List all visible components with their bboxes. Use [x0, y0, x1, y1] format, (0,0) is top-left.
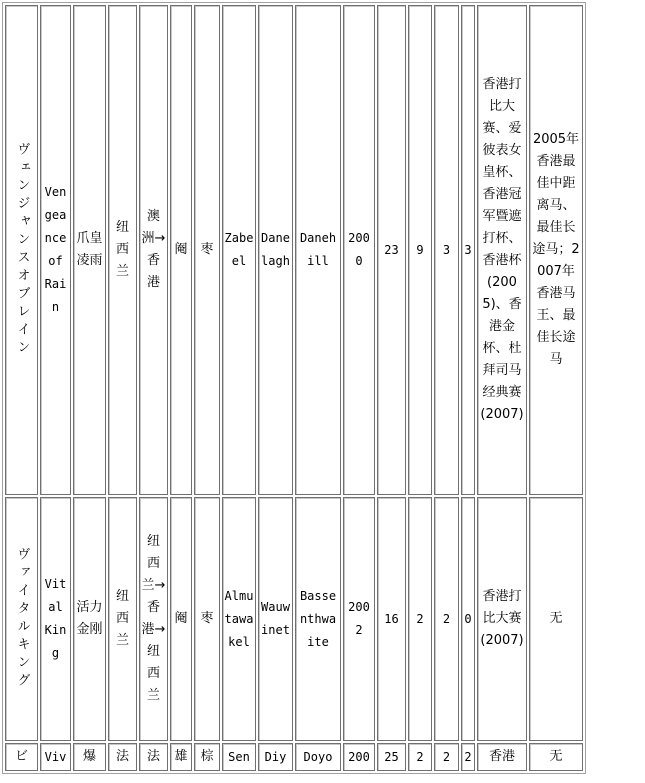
starts-cell: 25	[377, 743, 406, 771]
origin-cell: 纽西兰	[108, 5, 137, 495]
awards-cell: 无	[529, 743, 583, 771]
sex-cell: 雄	[170, 743, 192, 771]
color-cell: 枣	[194, 497, 220, 741]
dam-cell: Danelagh	[258, 5, 293, 495]
color-cell: 枣	[194, 5, 220, 495]
chinese-name-cell: 活力金刚	[73, 497, 106, 741]
seconds-cell: 2	[434, 743, 459, 771]
birth-year-cell: 200	[343, 743, 375, 771]
sire-cell: Sen	[222, 743, 256, 771]
katakana-name-cell: ビ	[5, 743, 38, 771]
wins-cell: 2	[408, 743, 432, 771]
chinese-name-cell: 爆	[73, 743, 106, 771]
color-cell: 棕	[194, 743, 220, 771]
wins-cell: 2	[408, 497, 432, 741]
chinese-name-cell: 爪皇凌雨	[73, 5, 106, 495]
katakana-name-cell: ヴァイタルキング	[5, 497, 38, 741]
damsire-cell: Danehill	[295, 5, 341, 495]
major-wins-cell: 香港	[477, 743, 527, 771]
english-name-cell: Viv	[40, 743, 71, 771]
thirds-cell: 0	[461, 497, 475, 741]
sex-cell: 阉	[170, 497, 192, 741]
career-cell: 法	[139, 743, 168, 771]
damsire-cell: Bassenthwaite	[295, 497, 341, 741]
sex-cell: 阉	[170, 5, 192, 495]
english-name-cell: Vengeance of Rain	[40, 5, 71, 495]
sire-cell: Almutawakel	[222, 497, 256, 741]
seconds-cell: 3	[434, 5, 459, 495]
starts-cell: 23	[377, 5, 406, 495]
thirds-cell: 2	[461, 743, 475, 771]
damsire-cell: Doyo	[295, 743, 341, 771]
dam-cell: Wauwinet	[258, 497, 293, 741]
major-wins-cell: 香港打比大赛、爱彼表女皇杯、香港冠军暨遮打杯、香港杯(2005)、香港金杯、杜拜司马经典赛(2007)	[477, 5, 527, 495]
origin-cell: 法	[108, 743, 137, 771]
horse-table	[2, 2, 586, 774]
sire-cell: Zabeel	[222, 5, 256, 495]
starts-cell: 16	[377, 497, 406, 741]
wins-cell: 9	[408, 5, 432, 495]
birth-year-cell: 2002	[343, 497, 375, 741]
dam-cell: Diy	[258, 743, 293, 771]
table-row	[5, 497, 583, 741]
major-wins-cell: 香港打比大赛(2007)	[477, 497, 527, 741]
birth-year-cell: 2000	[343, 5, 375, 495]
origin-cell: 纽西兰	[108, 497, 137, 741]
awards-cell: 无	[529, 497, 583, 741]
katakana-name-cell: ヴェンジャンスオブレイン	[5, 5, 38, 495]
seconds-cell: 2	[434, 497, 459, 741]
table-row	[5, 743, 583, 771]
career-cell: 澳洲→香港	[139, 5, 168, 495]
career-cell: 纽西兰→香港→纽西兰	[139, 497, 168, 741]
table-row	[5, 5, 583, 495]
english-name-cell: Vital King	[40, 497, 71, 741]
awards-cell: 2005年香港最佳中距离马、最佳长途马；2007年香港马王、最佳长途马	[529, 5, 583, 495]
thirds-cell: 3	[461, 5, 475, 495]
